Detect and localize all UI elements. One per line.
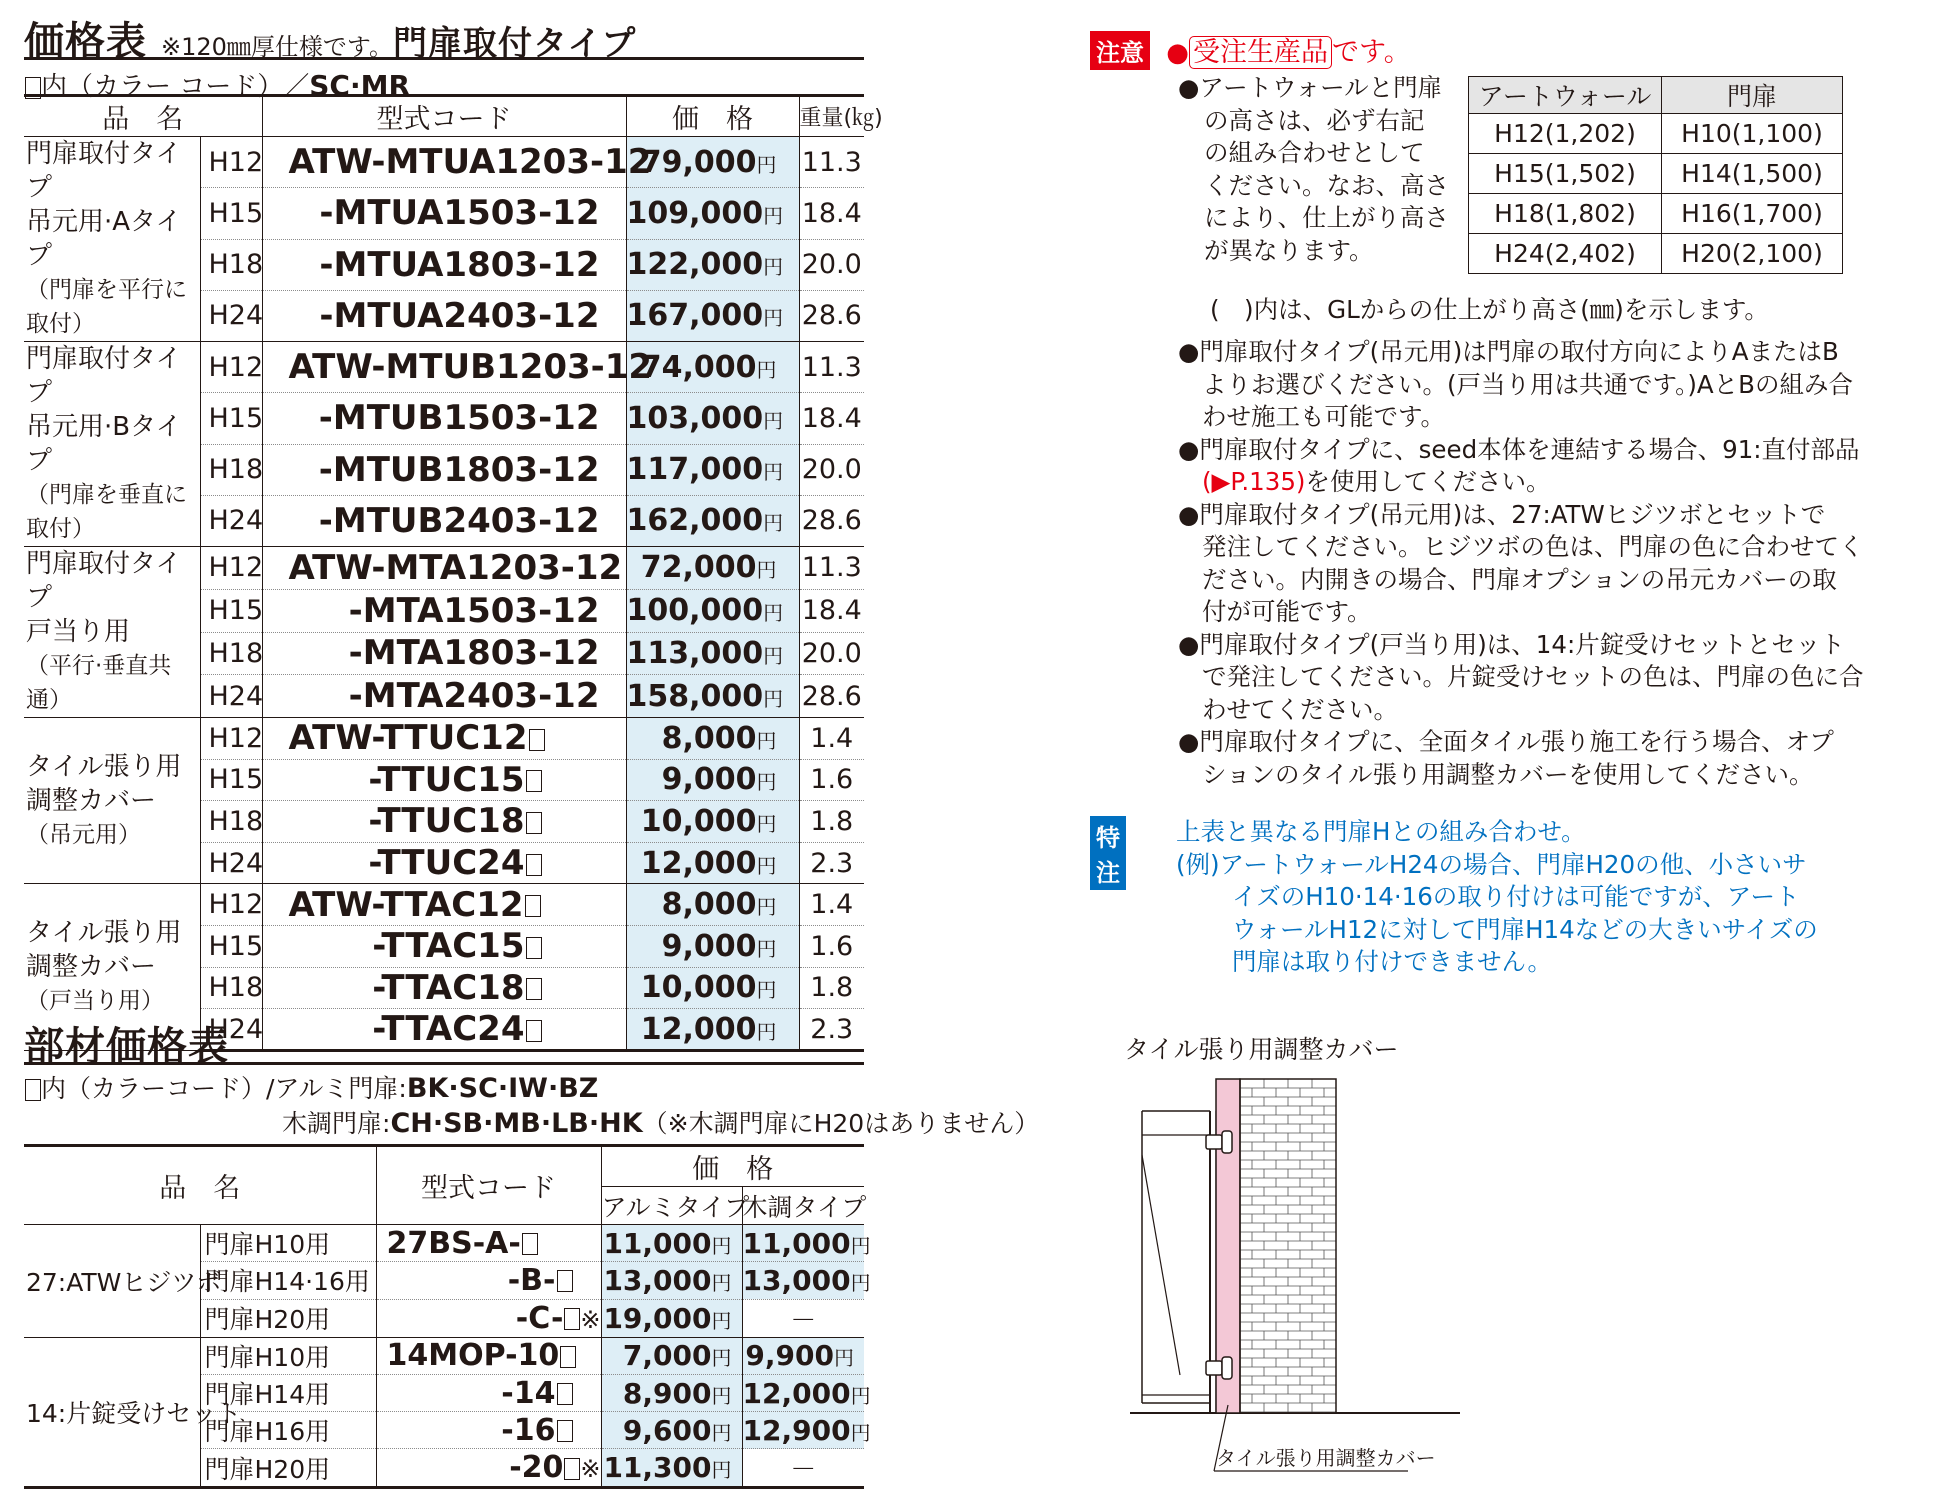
parts-label: 門扉H10用	[200, 1337, 376, 1374]
bullet-line: ションのタイル張り用調整カバーを使用してください。	[1202, 759, 1814, 789]
special-line: (例)アートウォールH24の場合、門扉H20の他、小さいサ	[1176, 849, 1807, 879]
model-code: -MTA2403-12	[262, 675, 626, 718]
bullet-notes	[1178, 336, 1868, 791]
special-line: 上表と異なる門扉Hとの組み合わせ。	[1176, 817, 1586, 846]
bullet-line: (▶P.135)を使用してください。	[1202, 467, 1551, 496]
height-label: H15	[200, 925, 262, 967]
price: 74,000円	[626, 342, 799, 393]
combo-header-gate: 門扉	[1662, 77, 1843, 114]
price: 10,000円	[626, 967, 799, 1009]
price: 113,000円	[626, 632, 799, 675]
price: 167,000円	[626, 290, 799, 341]
gate-diagonal	[1142, 1155, 1180, 1375]
price: 8,000円	[626, 718, 799, 760]
height-label: H24	[200, 842, 262, 884]
bullet-line: ●門扉取付タイプ(戸当り用)は、14:片錠受けセットとセット	[1178, 629, 1845, 659]
parts-code: -20 ※	[376, 1449, 601, 1488]
parts-header-alumi: アルミタイプ	[601, 1187, 742, 1225]
model-code: -TTAC15	[262, 925, 626, 967]
price-row	[24, 884, 864, 926]
height-label: H24	[200, 1009, 262, 1051]
price: 158,000円	[626, 675, 799, 718]
price-row	[24, 137, 864, 188]
price: 117,000円	[626, 444, 799, 495]
bullet-line: わせ施工も可能です。	[1202, 402, 1446, 431]
model-code: ATW-MTUA1203-12	[262, 137, 626, 188]
special-line: 門扉は取り付けできません。	[1232, 947, 1552, 976]
group-name: タイル張り用 調整カバー （吊元用）	[24, 718, 200, 884]
combo-gate-height: H10(1,100)	[1662, 114, 1843, 154]
price: 12,000円	[626, 842, 799, 884]
thickness-note: ※120㎜厚仕様です。	[161, 33, 393, 61]
weight: 1.8	[799, 801, 864, 843]
bullet-line: ださい。内開きの場合、門扉オプションの吊元カバーの取	[1202, 564, 1837, 594]
parts-code: -16	[376, 1412, 601, 1449]
combo-wall-height: H18(1,802)	[1469, 194, 1662, 234]
model-code: ATW-TTAC12	[262, 884, 626, 926]
weight: 28.6	[799, 675, 864, 718]
parts-group-name: 27:ATWヒジツボ	[24, 1225, 200, 1338]
weight: 1.4	[799, 718, 864, 760]
alumi-price: 8,900円	[601, 1374, 742, 1411]
price: 8,000円	[626, 884, 799, 926]
parts-label: 門扉H16用	[200, 1412, 376, 1449]
model-code: -MTUA1503-12	[262, 188, 626, 239]
group-name: 門扉取付タイプ 吊元用·Aタイプ （門扉を平行に取付）	[24, 137, 200, 342]
wood-price: 12,900円	[742, 1412, 864, 1449]
page-link[interactable]: (▶P.135)	[1202, 467, 1306, 496]
height-label: H18	[200, 967, 262, 1009]
price: 100,000円	[626, 589, 799, 632]
model-code: -MTA1803-12	[262, 632, 626, 675]
price-row	[24, 342, 864, 393]
caution-tag: 注意	[1090, 31, 1150, 70]
bullet-line: 付が可能です。	[1202, 597, 1372, 626]
wood-price: －	[742, 1299, 864, 1337]
alumi-price: 7,000円	[601, 1337, 742, 1374]
weight: 11.3	[799, 547, 864, 590]
special-line: イズのH10·14·16の取り付けは可能ですが、アート	[1232, 882, 1800, 911]
alumi-price: 19,000円	[601, 1299, 742, 1337]
height-label: H18	[200, 632, 262, 675]
parts-header-price: 価 格	[601, 1146, 864, 1187]
alumi-price: 11,300円	[601, 1449, 742, 1488]
parts-table-title: 部材価格表	[24, 1024, 229, 1070]
parts-header-code: 型式コード	[376, 1146, 601, 1225]
model-code: -MTUA1803-12	[262, 239, 626, 290]
parts-table	[24, 1144, 871, 1489]
weight: 18.4	[799, 393, 864, 444]
model-code: -MTUB1803-12	[262, 444, 626, 495]
parts-header-wood: 木調タイプ	[742, 1187, 864, 1225]
height-label: H12	[200, 137, 262, 188]
model-code: -MTUA2403-12	[262, 290, 626, 341]
parts-color-line1: 内（カラーコード）/アルミ門扉:BK·SC·IW·BZ	[24, 1069, 598, 1105]
parts-code: -B-	[376, 1262, 601, 1299]
weight: 18.4	[799, 589, 864, 632]
callout-label: タイル張り用調整カバー	[1216, 1446, 1436, 1470]
alumi-price: 11,000円	[601, 1225, 742, 1262]
header-price: 価 格	[626, 96, 799, 137]
parts-code: 27BS-A-	[376, 1225, 601, 1262]
price-table-title: 価格表 ※120㎜厚仕様です。門扉取付タイプ	[24, 19, 637, 65]
parts-label: 門扉H14·16用	[200, 1262, 376, 1299]
model-code: -MTUB1503-12	[262, 393, 626, 444]
height-label: H12	[200, 342, 262, 393]
combo-row	[1469, 154, 1843, 194]
header-name: 品 名	[24, 96, 262, 137]
tile-wall	[1240, 1079, 1336, 1413]
group-name: 門扉取付タイプ 吊元用·Bタイプ （門扉を垂直に取付）	[24, 342, 200, 547]
height-label: H18	[200, 444, 262, 495]
weight: 18.4	[799, 188, 864, 239]
height-label: H18	[200, 801, 262, 843]
combo-wall-height: H15(1,502)	[1469, 154, 1662, 194]
price: 103,000円	[626, 393, 799, 444]
model-code: ATW-MTUB1203-12	[262, 342, 626, 393]
weight: 28.6	[799, 495, 864, 546]
parts-label: 門扉H20用	[200, 1449, 376, 1488]
weight: 2.3	[799, 842, 864, 884]
price: 72,000円	[626, 547, 799, 590]
weight: 11.3	[799, 137, 864, 188]
hinge-top	[1206, 1135, 1222, 1149]
price: 109,000円	[626, 188, 799, 239]
height-label: H12	[200, 718, 262, 760]
combo-header-wall: アートウォール	[1469, 77, 1662, 114]
weight: 1.6	[799, 759, 864, 801]
price: 122,000円	[626, 239, 799, 290]
height-label: H12	[200, 547, 262, 590]
price: 10,000円	[626, 801, 799, 843]
wood-price: 12,000円	[742, 1374, 864, 1411]
combo-gate-height: H20(2,100)	[1662, 234, 1843, 274]
wood-price: 13,000円	[742, 1262, 864, 1299]
group-name: 門扉取付タイプ 戸当り用 （平行·垂直共通）	[24, 547, 200, 718]
combo-wall-height: H24(2,402)	[1469, 234, 1662, 274]
hinge-bottom	[1206, 1361, 1222, 1375]
made-to-order-badge: 受注生産品	[1189, 36, 1332, 69]
model-code: -TTAC18	[262, 967, 626, 1009]
parts-label: 門扉H20用	[200, 1299, 376, 1337]
alumi-price: 13,000円	[601, 1262, 742, 1299]
bullet-line: ●門扉取付タイプに、seed本体を連結する場合、91:直付部品	[1178, 434, 1860, 464]
parts-code: -14	[376, 1374, 601, 1411]
parts-row	[24, 1225, 864, 1262]
model-code: -MTUB2403-12	[262, 495, 626, 546]
bullet-line: よりお選びください。(戸当り用は共通です。)AとBの組み合	[1202, 369, 1853, 399]
price: 12,000円	[626, 1009, 799, 1051]
height-label: H24	[200, 495, 262, 546]
caution-line: 注意 ● 受注生産品 です。	[1090, 30, 1411, 70]
combo-wall-height: H12(1,202)	[1469, 114, 1662, 154]
weight: 11.3	[799, 342, 864, 393]
weight: 20.0	[799, 239, 864, 290]
price: 79,000円	[626, 137, 799, 188]
parts-code: -C- ※	[376, 1299, 601, 1337]
price-row	[24, 547, 864, 590]
price-table-subtitle: 門扉取付タイプ	[393, 24, 637, 64]
parts-color-line2: 木調門扉:CH·SB·MB·LB·HK（※木調門扉にH20はありません）	[282, 1108, 1040, 1139]
paren-note: ( )内は、GLからの仕上がり高さ(㎜)を示します。	[1210, 295, 1769, 324]
height-label: H15	[200, 188, 262, 239]
parts-label: 門扉H10用	[200, 1225, 376, 1262]
wood-price: 9,900円	[742, 1337, 864, 1374]
height-label: H15	[200, 589, 262, 632]
bullet-line: ●門扉取付タイプ(吊元用)は門扉の取付方向によりAまたはB	[1178, 337, 1839, 366]
weight: 28.6	[799, 290, 864, 341]
height-label: H18	[200, 239, 262, 290]
diagram-title: タイル張り用調整カバー	[1124, 1035, 1399, 1064]
height-label: H15	[200, 759, 262, 801]
weight: 1.8	[799, 967, 864, 1009]
parts-header-name: 品 名	[24, 1146, 376, 1225]
height-combo-table	[1468, 76, 1843, 274]
height-label: H24	[200, 290, 262, 341]
bullet-line: 発注してください。ヒジツボの色は、門扉の色に合わせてく	[1202, 532, 1864, 561]
price-row	[24, 718, 864, 760]
color-code-line: 内（カラー コード）／SC·MR	[24, 66, 410, 103]
special-line: ウォールH12に対して門扉H14などの大きいサイズの	[1232, 914, 1818, 944]
wood-price: －	[742, 1449, 864, 1488]
weight: 2.3	[799, 1009, 864, 1051]
parts-row	[24, 1337, 864, 1374]
combo-row	[1469, 234, 1843, 274]
header-code: 型式コード	[262, 96, 626, 137]
model-code: ATW-TTUC12	[262, 718, 626, 760]
group-name: タイル張り用 調整カバー （戸当り用）	[24, 884, 200, 1051]
weight: 1.4	[799, 884, 864, 926]
combo-gate-height: H16(1,700)	[1662, 194, 1843, 234]
model-code: -TTUC15	[262, 759, 626, 801]
price: 162,000円	[626, 495, 799, 546]
price-table	[24, 94, 883, 1052]
bullet-line: わせてください。	[1202, 694, 1398, 724]
model-code: ATW-MTA1203-12	[262, 547, 626, 590]
weight: 20.0	[799, 632, 864, 675]
model-code: -TTAC24	[262, 1009, 626, 1051]
parts-label: 門扉H14用	[200, 1374, 376, 1411]
model-code: -TTUC18	[262, 801, 626, 843]
special-tag: 特注	[1090, 816, 1126, 890]
price: 9,000円	[626, 925, 799, 967]
price: 9,000円	[626, 759, 799, 801]
bullet-line: ●門扉取付タイプに、全面タイル張り施工を行う場合、オプ	[1178, 727, 1834, 756]
height-label: H24	[200, 675, 262, 718]
height-label: H15	[200, 393, 262, 444]
parts-code: 14MOP-10	[376, 1337, 601, 1374]
bullet-line: ●門扉取付タイプ(吊元用)は、27:ATWヒジツボとセットで	[1178, 499, 1826, 529]
bullet-line: で発注してください。片錠受けセットの色は、門扉の色に合	[1202, 662, 1864, 691]
height-label: H12	[200, 884, 262, 926]
tile-cover-diagram	[1120, 1075, 1460, 1500]
model-code: -TTUC24	[262, 842, 626, 884]
weight: 20.0	[799, 444, 864, 495]
height-note: ●アートウォールと門扉 の高さは、必ず右記 の組み合わせとして ください。なお、高さ により、仕上がり高さ が異なります。	[1178, 73, 1449, 265]
combo-row	[1469, 114, 1843, 154]
combo-gate-height: H14(1,500)	[1662, 154, 1843, 194]
combo-row	[1469, 194, 1843, 234]
alumi-price: 9,600円	[601, 1412, 742, 1449]
model-code: -MTA1503-12	[262, 589, 626, 632]
header-weight: 重量(㎏)	[799, 96, 864, 137]
weight: 1.6	[799, 925, 864, 967]
parts-group-name: 14:片錠受けセット	[24, 1337, 200, 1488]
wood-price: 11,000円	[742, 1225, 864, 1262]
